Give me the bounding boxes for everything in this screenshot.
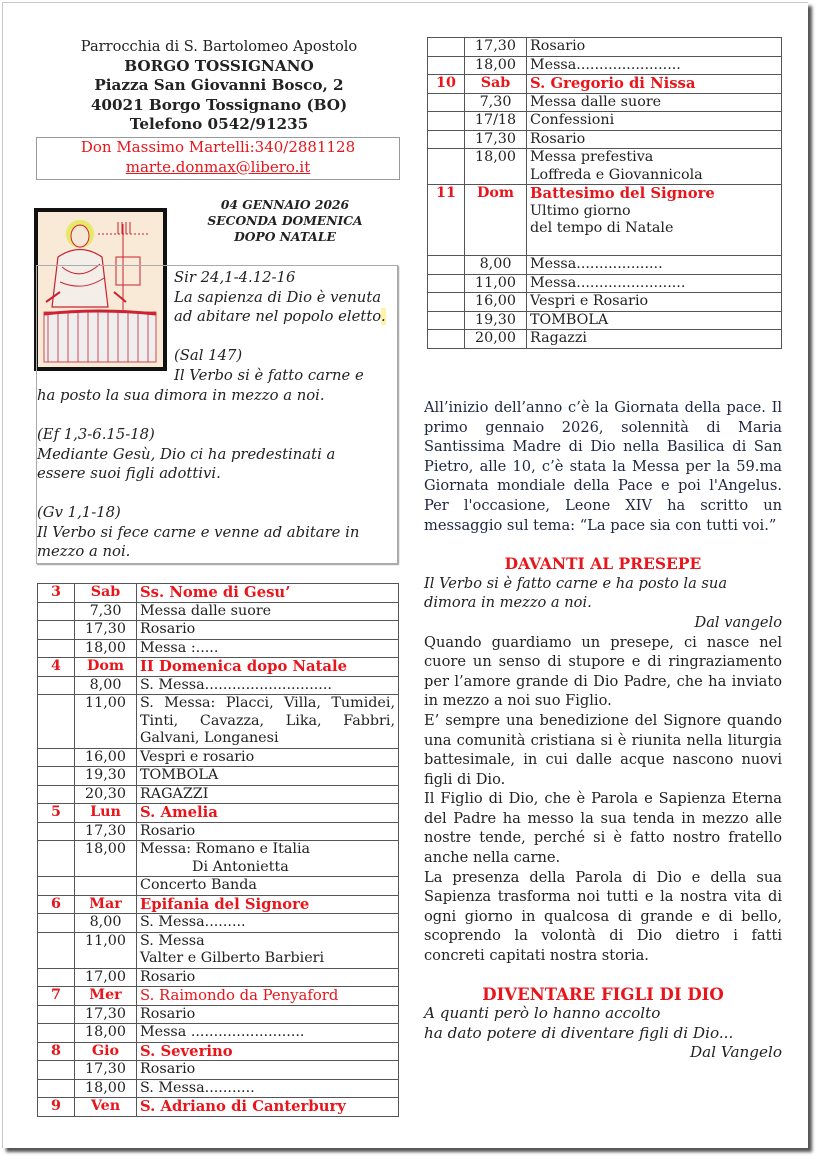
day-name: Dom — [465, 185, 527, 256]
event-description: Messa dalle suore — [530, 93, 662, 110]
day-name: Mar — [75, 895, 137, 914]
article-intro: All’inizio dell’anno c’è la Giornata della pace. Il primo gennaio 2026, solennità di Maria Santissima Madre di Dio nella Basilica di San Pietro, alle 10, c’è stata la Messa per la 59.ma Giornata mondiale della Pace e poi l'Angelus. Per l'occasione, Leone XIV ha scritto un messaggio sul tema: “La pace sia con tutti voi.” — [424, 399, 782, 534]
event-time — [75, 877, 137, 896]
event-time: 17,30 — [75, 1005, 137, 1024]
empty-cell — [38, 1005, 75, 1024]
event-description: TOMBOLA — [530, 311, 609, 328]
presepe-quote: Il Verbo si è fatto carne e ha posto la sua dimora in mezzo a noi. — [424, 574, 728, 612]
empty-cell — [38, 1061, 75, 1080]
schedule-row — [428, 149, 782, 185]
parish-header — [36, 37, 402, 135]
event-time: 17,00 — [75, 968, 137, 987]
event-description: Rosario — [530, 38, 586, 54]
highlight-period: . — [380, 308, 386, 325]
saint-of-day: S. Adriano di Canterbury — [140, 1098, 346, 1115]
event-time: 11,00 — [465, 274, 527, 293]
gospel-text-a: Il Verbo si fece carne e venne ad abitare in — [37, 523, 360, 541]
schedule-row — [38, 621, 399, 640]
parish-city: 40021 Borgo Tossignano (BO) — [90, 95, 348, 114]
day-name: Dom — [75, 658, 137, 677]
empty-cell — [38, 932, 75, 968]
event-time: 17,30 — [75, 621, 137, 640]
article — [424, 398, 782, 1063]
first-reading — [174, 268, 400, 385]
schedule-row — [428, 311, 782, 330]
event-time: 18,00 — [75, 1024, 137, 1043]
schedule-row — [38, 822, 399, 841]
event-description: Rosario — [140, 1005, 196, 1022]
day-name: Ven — [75, 1098, 137, 1117]
section-title-presepe: DAVANTI AL PRESEPE — [504, 554, 702, 574]
day-number: 6 — [38, 895, 75, 914]
empty-cell — [428, 311, 465, 330]
schedule-row — [428, 330, 782, 349]
schedule-row — [428, 93, 782, 112]
parish-address: Piazza San Giovanni Bosco, 2 — [94, 76, 344, 94]
section-title-figli: DIVENTARE FIGLI DI DIO — [482, 984, 724, 1004]
empty-cell — [38, 639, 75, 658]
event-time: 16,00 — [465, 293, 527, 312]
day-name: Lun — [75, 804, 137, 823]
event-time: 17,30 — [75, 1061, 137, 1080]
readings-continued — [37, 386, 397, 562]
event-description-extra: Loffreda e Giovannicola — [530, 166, 703, 183]
empty-cell — [38, 602, 75, 621]
day-number: 5 — [38, 804, 75, 823]
day-header-row — [38, 1098, 399, 1117]
day-number: 10 — [428, 75, 465, 94]
event-time: 18,00 — [465, 149, 527, 185]
schedule-row — [38, 785, 399, 804]
event-description: Messa....................... — [530, 56, 681, 73]
event-time: 18,00 — [75, 1079, 137, 1098]
event-time: 20,30 — [75, 785, 137, 804]
event-description: Messa................... — [530, 256, 663, 272]
day-number: 8 — [38, 1042, 75, 1061]
schedule-row — [38, 841, 399, 877]
event-time: 11,00 — [75, 695, 137, 749]
day-header-row — [38, 658, 399, 677]
day-header-row — [428, 185, 782, 256]
empty-cell — [428, 256, 465, 275]
day-number: 11 — [428, 185, 465, 256]
priest-contact: Don Massimo Martelli:340/2881128 — [80, 138, 356, 156]
saint-of-day: S. Raimondo da Penyaford — [140, 987, 339, 1004]
parish-phone: Telefono 0542/91235 — [129, 115, 309, 133]
event-description: Messa prefestiva — [530, 149, 654, 165]
event-time: 11,00 — [75, 932, 137, 968]
saint-of-day: S. Gregorio di Nissa — [530, 75, 696, 92]
event-time: 18,00 — [75, 841, 137, 877]
event-description: S. Messa — [140, 932, 205, 949]
schedule-row — [38, 1079, 399, 1098]
presepe-source: Dal vangelo — [694, 613, 782, 631]
event-description: Rosario — [140, 621, 196, 637]
first-reading-text-b-span: ad abitare nel popolo eletto — [174, 308, 381, 325]
schedule-row — [38, 1061, 399, 1080]
first-reading-text-b — [174, 307, 400, 327]
parish-name: Parrocchia di S. Bartolomeo Apostolo — [80, 38, 358, 55]
presepe-paragraph-1: Quando guardiamo un presepe, ci nasce nel cuore un senso di stupore e di ringraziamento per l’amore grande di Dio Padre, che ha inviato in mezzo a noi suo Figlio. — [424, 633, 782, 710]
bulletin-date: 04 GENNAIO 2026 — [220, 197, 350, 212]
saint-of-day: Ss. Nome di Gesu’ — [140, 584, 291, 601]
psalm-ref: (Sal 147) — [174, 347, 243, 364]
schedule-row — [428, 56, 782, 75]
schedule-row — [38, 767, 399, 786]
date-block — [170, 197, 400, 245]
figli-quote-b: ha dato potere di diventare figli di Dio... — [424, 1023, 734, 1042]
empty-cell — [428, 56, 465, 75]
day-header-row — [428, 75, 782, 94]
empty-cell — [428, 274, 465, 293]
gospel-ref: (Gv 1,1-18) — [37, 504, 121, 521]
event-description: Ragazzi — [530, 330, 587, 346]
event-time: 17,30 — [465, 38, 527, 57]
event-description: Rosario — [140, 1061, 196, 1077]
event-time: 8,00 — [75, 914, 137, 933]
saint-of-day: II Domenica dopo Natale — [140, 658, 348, 675]
day-number: 9 — [38, 1098, 75, 1117]
figli-source: Dal Vangelo — [689, 1043, 782, 1062]
presepe-paragraph-2: E’ sempre una benedizione del Signore quando una comunità cristiana si è riunita nella liturgia battesimale, in cui dalle acque nascono nuovi figli di Dio. — [424, 711, 782, 788]
schedule-row — [428, 130, 782, 149]
saint-of-day: Battesimo del Signore — [530, 185, 715, 202]
day-name: Mer — [75, 987, 137, 1006]
day-header-row — [38, 1042, 399, 1061]
town-name: BORGO TOSSIGNANO — [124, 56, 314, 75]
gospel-text-b: mezzo a noi. — [37, 543, 131, 560]
day-note: del tempo di Natale — [530, 220, 674, 236]
schedule-table-left — [37, 583, 399, 1117]
saint-of-day: S. Severino — [140, 1042, 233, 1060]
priest-email-link[interactable]: marte.donmax@libero.it — [125, 157, 311, 176]
empty-cell — [38, 676, 75, 695]
event-time: 8,00 — [75, 676, 137, 695]
empty-cell — [428, 130, 465, 149]
schedule-row — [38, 748, 399, 767]
schedule-row — [428, 293, 782, 312]
liturgical-day-line1: SECONDA DOMENICA — [207, 213, 363, 228]
day-header-row — [38, 584, 399, 603]
event-time: 18,00 — [75, 639, 137, 658]
priest-contact-box — [36, 137, 400, 180]
event-description: TOMBOLA — [140, 767, 219, 783]
schedule-row — [428, 256, 782, 275]
empty-cell — [428, 330, 465, 349]
empty-cell — [38, 785, 75, 804]
second-reading-ref: (Ef 1,3-6.15-18) — [37, 426, 155, 443]
event-description: Messa :..... — [140, 639, 219, 656]
day-name: Sab — [75, 584, 137, 603]
schedule-row — [38, 602, 399, 621]
event-description: S. Messa........... — [140, 1079, 255, 1096]
day-note: Ultimo giorno — [530, 202, 631, 219]
schedule-row — [38, 1024, 399, 1043]
schedule-row — [428, 274, 782, 293]
liturgical-day-line2: DOPO NATALE — [234, 229, 336, 244]
empty-cell — [38, 877, 75, 896]
event-description-extra: Valter e Gilberto Barbieri — [140, 950, 325, 966]
saint-of-day: Epifania del Signore — [140, 895, 310, 913]
event-description: Messa ......................... — [140, 1024, 305, 1040]
event-time: 19,30 — [75, 767, 137, 786]
event-description: Messa: Romano e Italia — [140, 841, 311, 857]
empty-cell — [38, 914, 75, 933]
schedule-row — [38, 877, 399, 896]
empty-cell — [38, 1079, 75, 1098]
event-description: Rosario — [530, 130, 586, 147]
first-reading-text-a: La sapienza di Dio è venuta — [174, 288, 382, 306]
psalm-text-b: ha posto la sua dimora in mezzo a noi. — [37, 387, 325, 404]
empty-cell — [428, 112, 465, 131]
event-time: 7,30 — [465, 93, 527, 112]
presepe-paragraph-4: La presenza della Parola di Dio e della sua Sapienza trasforma noi tutti e la nostra vita di ogni giorno in qualcosa di grande e di bello, scoprendo la volontà di Dio dietro i fatti concreti capitati nostra storia. — [424, 868, 782, 965]
second-reading-text-a: Mediante Gesù, Dio ci ha predestinati a — [37, 445, 336, 463]
day-number: 4 — [38, 658, 75, 677]
event-description: S. Messa: Placci, Villa, Tumidei, Tinti, Cavazza, Lika, Fabbri, Galvani, Longanesi — [140, 695, 395, 746]
event-description: Rosario — [140, 822, 196, 839]
event-time: 17,30 — [75, 822, 137, 841]
empty-cell — [38, 621, 75, 640]
empty-cell — [38, 767, 75, 786]
empty-cell — [38, 1024, 75, 1043]
event-time: 17,30 — [465, 130, 527, 149]
schedule-row — [38, 932, 399, 968]
schedule-table-right — [427, 37, 782, 349]
event-time: 8,00 — [465, 256, 527, 275]
schedule-row — [428, 112, 782, 131]
schedule-row — [38, 676, 399, 695]
day-name: Gio — [75, 1042, 137, 1061]
day-number: 3 — [38, 584, 75, 603]
empty-cell — [428, 93, 465, 112]
event-description: Vespri e Rosario — [530, 293, 649, 309]
empty-cell — [38, 968, 75, 987]
schedule-row — [38, 1005, 399, 1024]
day-header-row — [38, 987, 399, 1006]
day-header-row — [38, 895, 399, 914]
event-description: Messa dalle suore — [140, 602, 272, 619]
event-description: S. Messa............................ — [140, 676, 332, 693]
empty-cell — [428, 149, 465, 185]
empty-cell — [38, 748, 75, 767]
event-time: 18,00 — [465, 56, 527, 75]
event-description: Messa........................ — [530, 274, 686, 291]
second-reading-text-b: essere suoi figli adottivi. — [37, 465, 221, 482]
event-time: 20,00 — [465, 330, 527, 349]
schedule-row — [38, 914, 399, 933]
psalm-text-a: Il Verbo si è fatto carne e — [174, 366, 364, 384]
day-name: Sab — [465, 75, 527, 94]
figli-quote-a: A quanti però lo hanno accolto — [424, 1004, 661, 1023]
event-description: S. Messa......... — [140, 914, 246, 930]
schedule-row — [38, 695, 399, 749]
empty-cell — [38, 841, 75, 877]
empty-cell — [428, 293, 465, 312]
schedule-row — [428, 38, 782, 57]
first-reading-ref: Sir 24,1-4.12-16 — [174, 269, 296, 286]
event-description: Rosario — [140, 968, 196, 985]
empty-cell — [428, 38, 465, 57]
event-description: Confessioni — [530, 112, 615, 128]
event-description: Vespri e rosario — [140, 748, 255, 765]
event-time: 17/18 — [465, 112, 527, 131]
schedule-row — [38, 639, 399, 658]
day-number: 7 — [38, 987, 75, 1006]
event-time: 16,00 — [75, 748, 137, 767]
event-description-extra: Di Antonietta — [192, 858, 289, 875]
saint-of-day: S. Amelia — [140, 804, 218, 821]
empty-cell — [38, 695, 75, 749]
event-time: 19,30 — [465, 311, 527, 330]
event-description: Concerto Banda — [140, 877, 257, 893]
event-time: 7,30 — [75, 602, 137, 621]
day-header-row — [38, 804, 399, 823]
event-description: RAGAZZI — [140, 785, 209, 802]
empty-cell — [38, 822, 75, 841]
presepe-paragraph-3: Il Figlio di Dio, che è Parola e Sapienza Eterna del Padre ha messo la sua tenda in mezzo alle nostre tende, perché si è fatto nostro fratello anche nella carne. — [424, 790, 782, 867]
schedule-row — [38, 968, 399, 987]
